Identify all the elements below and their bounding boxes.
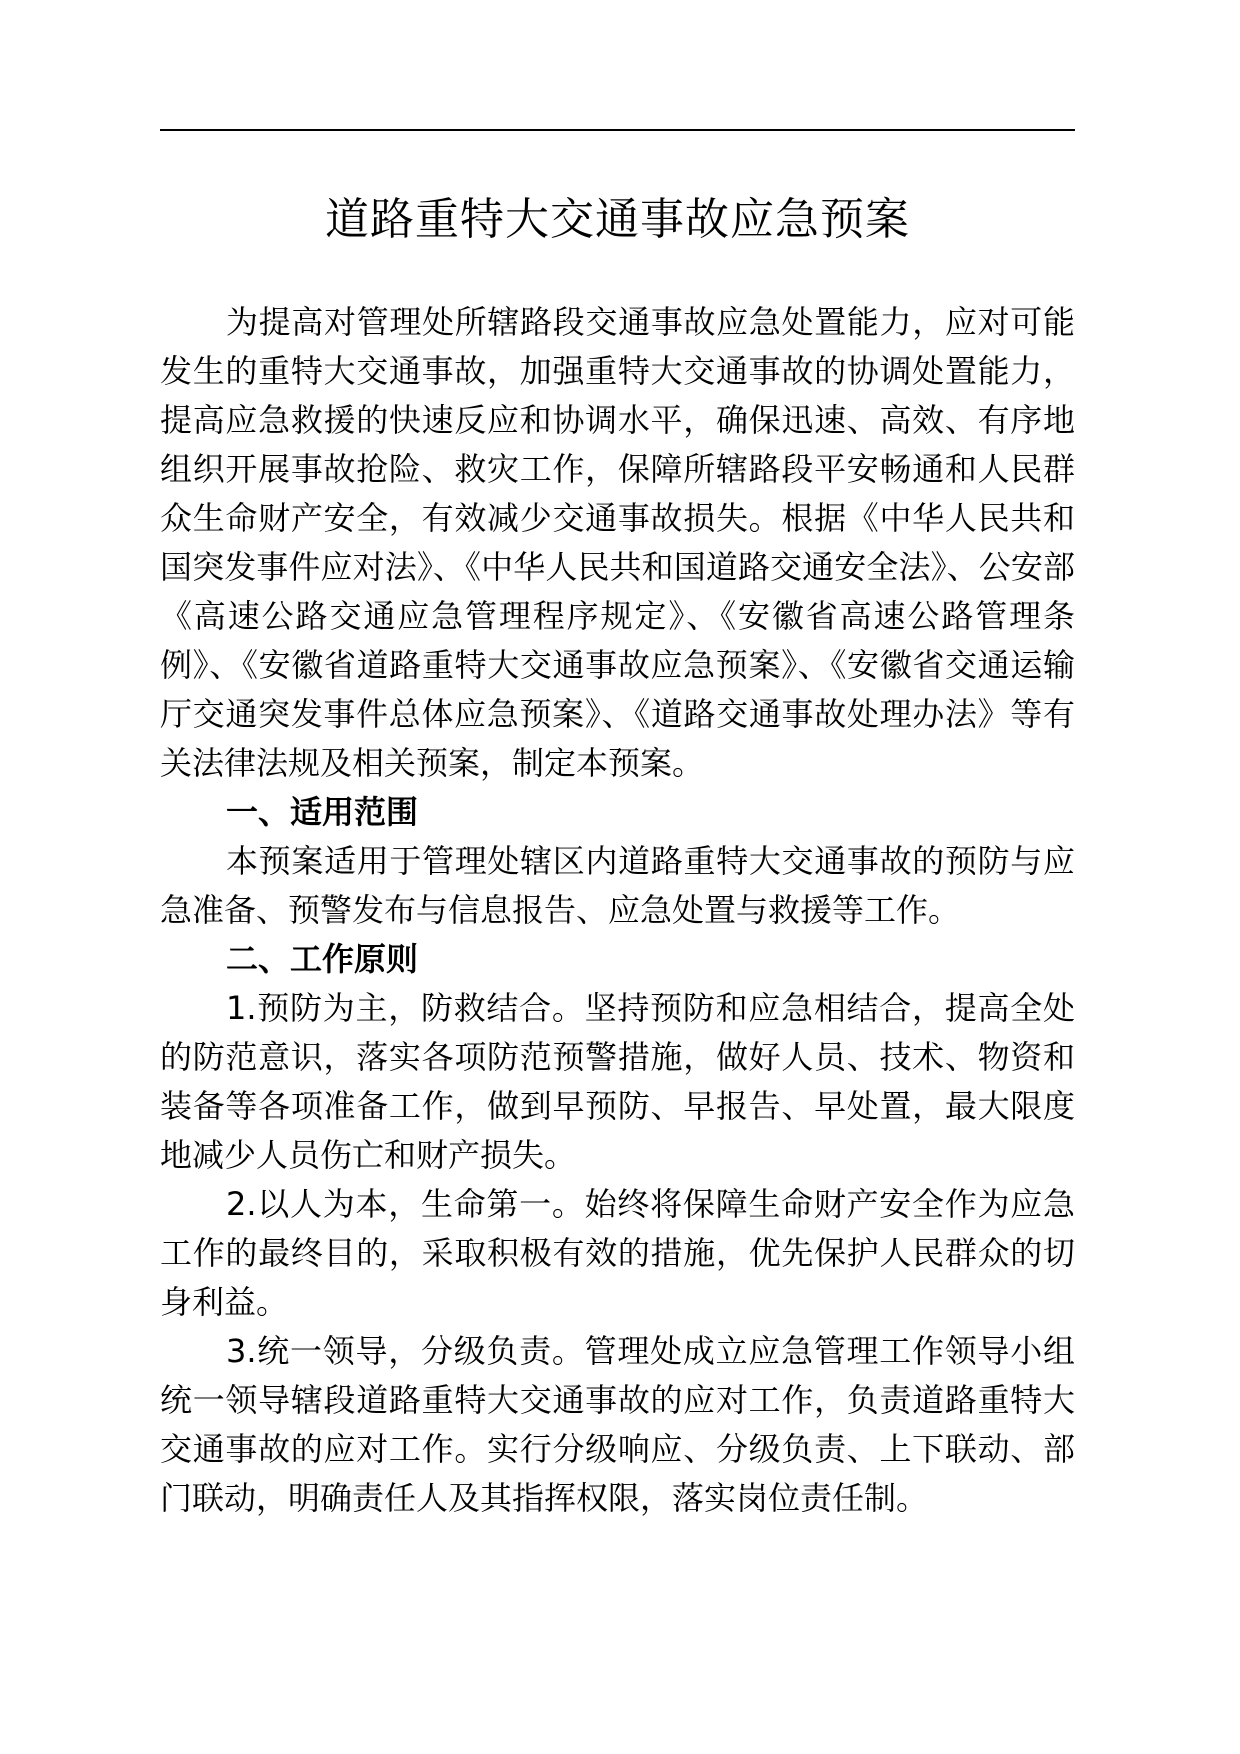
section-heading: 一、适用范围 bbox=[226, 793, 419, 831]
header-rule bbox=[160, 129, 1075, 131]
section-paragraph: 本预案适用于管理处辖区内道路重特大交通事故的预防与应急准备、预警发布与信息报告、应急处置与救援等工作。 bbox=[160, 842, 1075, 929]
intro-paragraph: 为提高对管理处所辖路段交通事故应急处置能力，应对可能发生的重特大交通事故，加强重特大交通事故的协调处置能力，提高应急救援的快速反应和协调水平，确保迅速、高效、有序地组织开展事故抢险、救灾工作，保障所辖路段平安畅通和人民群众生命财产安全，有效减少交通事故损失。根据《中华人民共和国突发事件应对法》、《中华人民共和国道路交通安全法》、公安部《高速公路交通应急管理程序规定》、《安徽省高速公路管理条例》、《安徽省道路重特大交通事故应急预案》、《安徽省交通运输厅交通突发事件总体应急预案》、《道路交通事故处理办法》等有关法律法规及相关预案，制定本预案。 bbox=[160, 303, 1075, 782]
document-title: 道路重特大交通事故应急预案 bbox=[325, 194, 910, 245]
section-scope bbox=[160, 788, 1075, 935]
principle-paragraph: 1.预防为主，防救结合。坚持预防和应急相结合，提高全处的防范意识，落实各项防范预警措施，做好人员、技术、物资和装备等各项准备工作，做到早预防、早报告、早处置，最大限度地减少人员伤亡和财产损失。 bbox=[160, 989, 1075, 1174]
principle-paragraph: 3.统一领导，分级负责。管理处成立应急管理工作领导小组统一领导辖段道路重特大交通事故的应对工作，负责道路重特大交通事故的应对工作。实行分级响应、分级负责、上下联动、部门联动，明确责任人及其指挥权限，落实岗位责任制。 bbox=[160, 1332, 1075, 1517]
principle-paragraph: 2.以人为本，生命第一。始终将保障生命财产安全作为应急工作的最终目的，采取积极有效的措施，优先保护人民群众的切身利益。 bbox=[160, 1185, 1075, 1321]
document-body bbox=[160, 298, 1075, 1523]
section-heading: 二、工作原则 bbox=[226, 940, 419, 978]
section-principles bbox=[160, 935, 1075, 1523]
